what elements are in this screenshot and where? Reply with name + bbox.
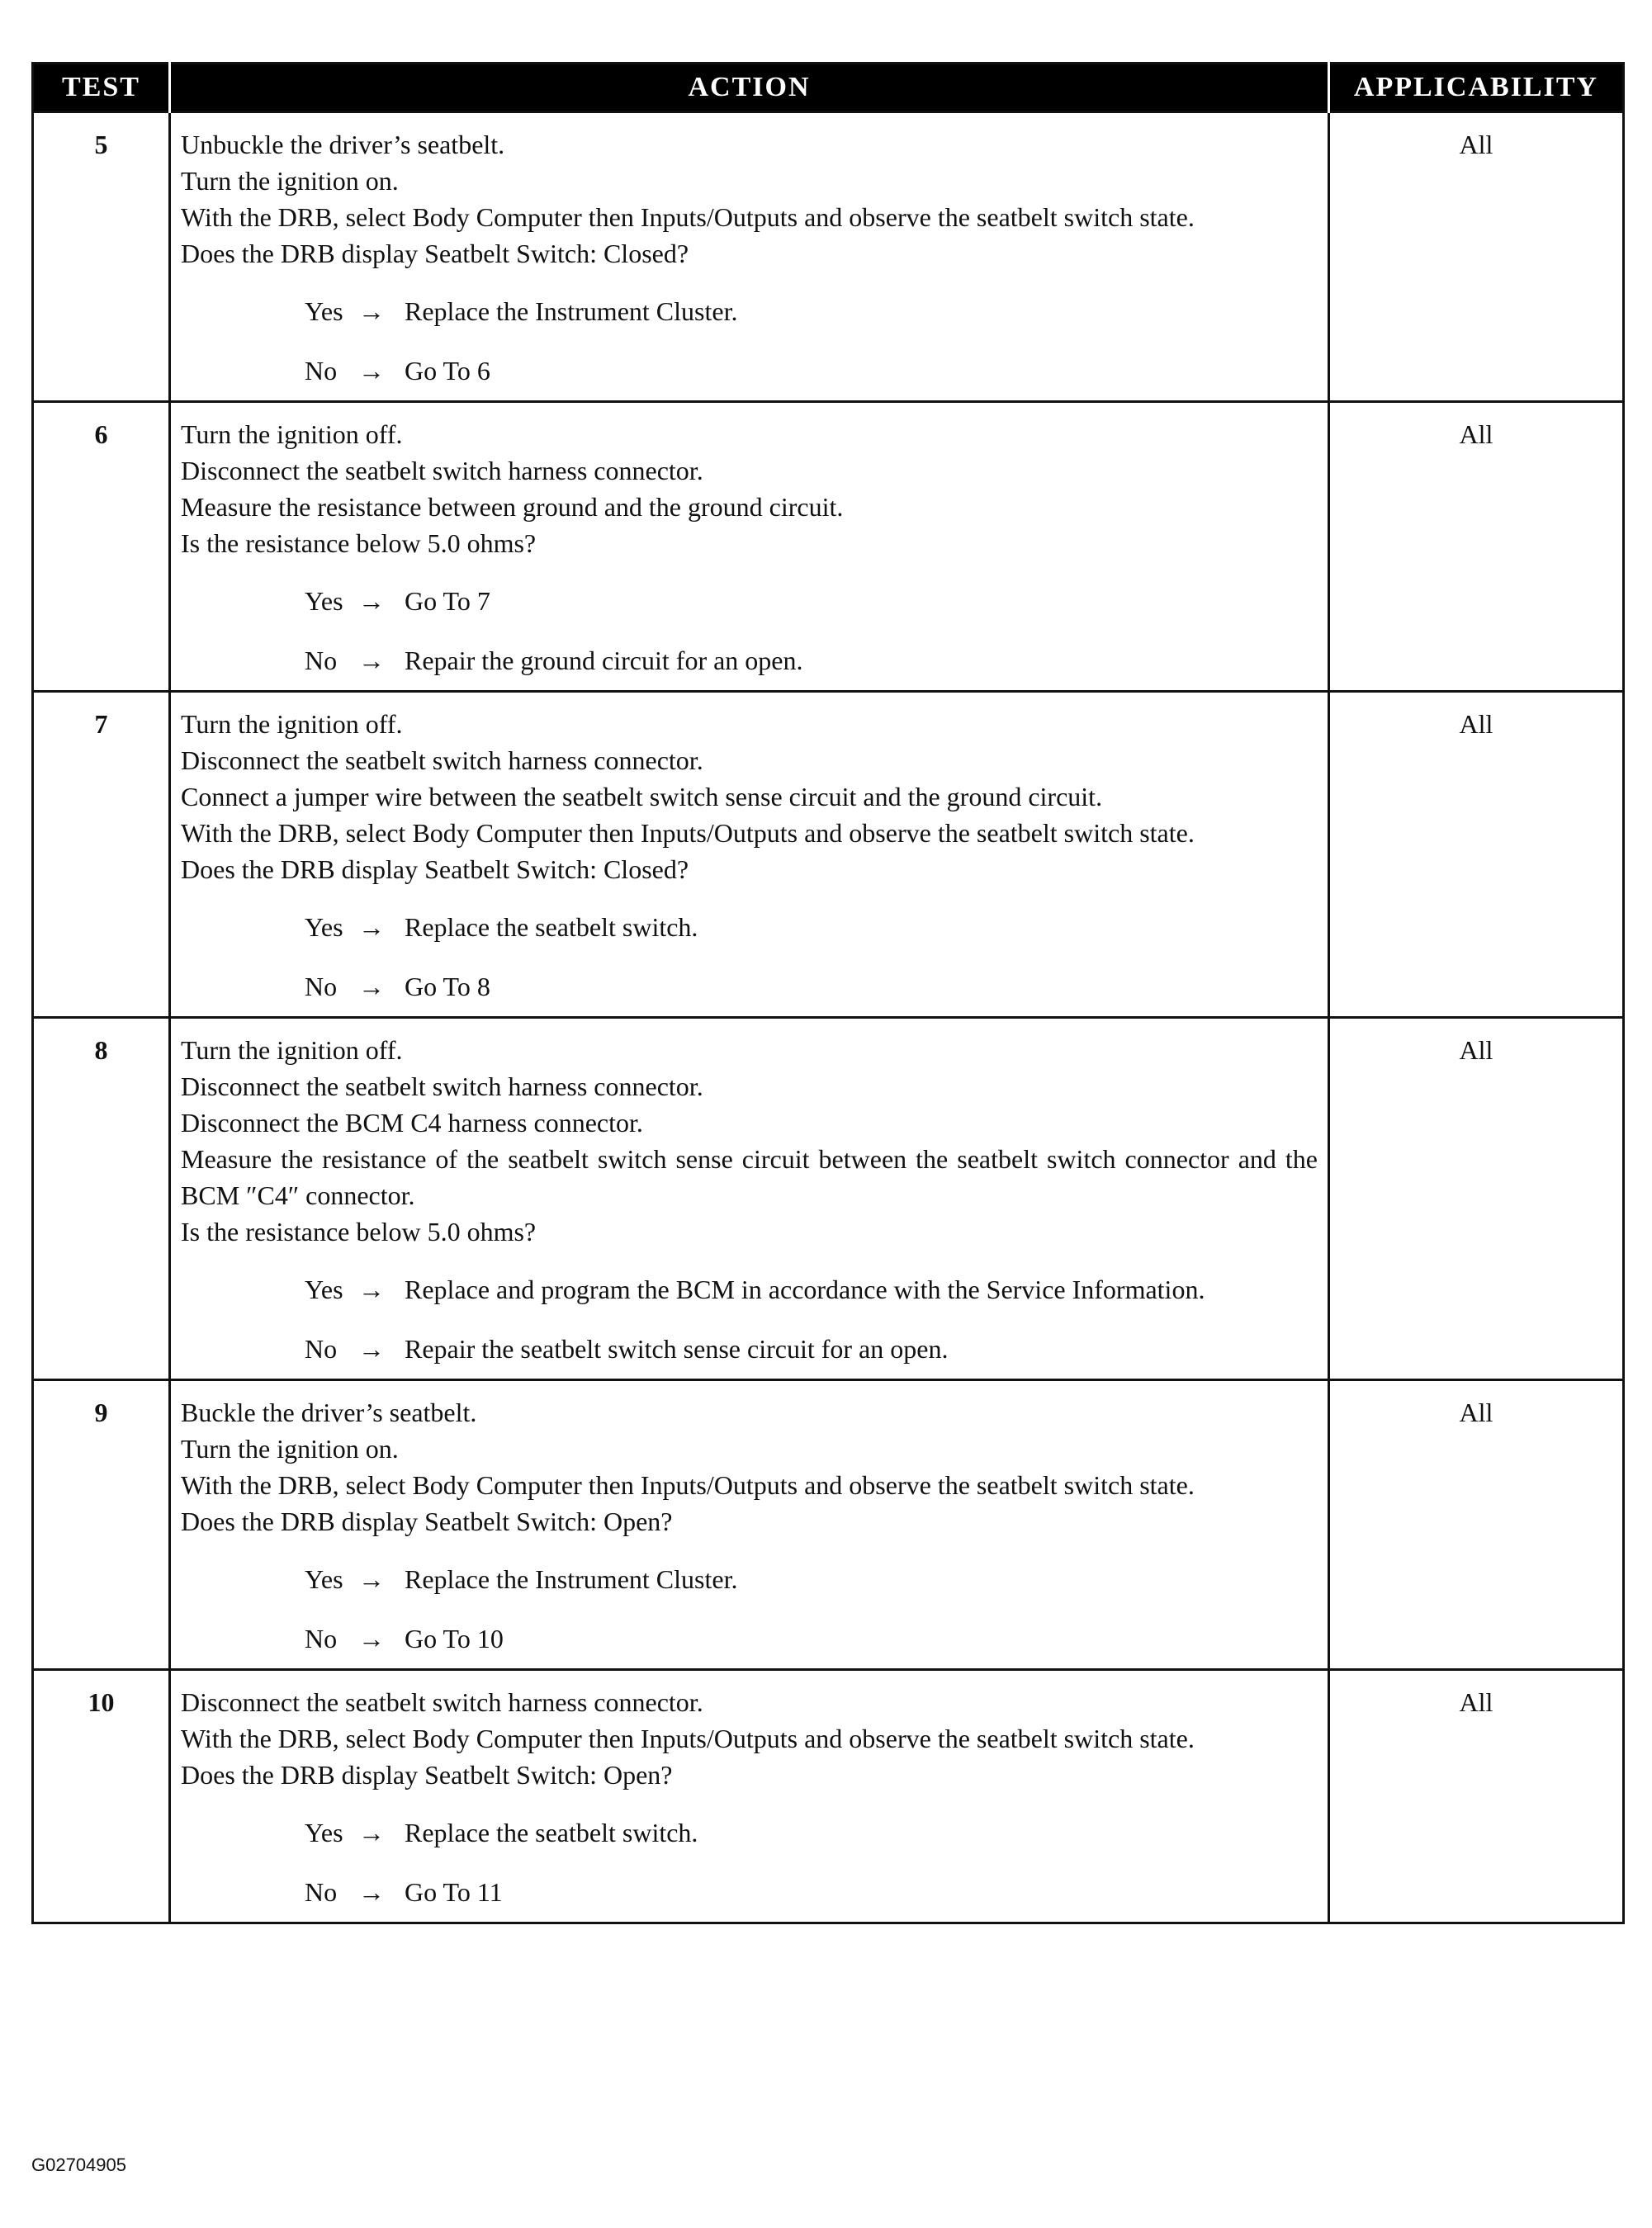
action-step: Measure the resistance of the seatbelt switch sense circuit between the seatbelt switch connector and the BCM ″C4″ connector. [181,1144,1318,1210]
yes-result: Replace the Instrument Cluster. [405,1564,738,1594]
table-header [33,64,1624,112]
outcomes [181,1561,1318,1657]
action-step: Turn the ignition off. [181,419,403,449]
yes-label: Yes [305,586,343,616]
table-row [33,1670,1624,1923]
yes-label: Yes [305,912,343,942]
test-number: 10 [33,1670,170,1923]
action-step: Turn the ignition on. [181,1434,399,1464]
right-arrow-icon: → [358,1275,385,1304]
no-result: Go To 11 [405,1877,503,1907]
outcomes [181,909,1318,1005]
outcome-yes [305,1561,1318,1597]
outcomes [181,293,1318,389]
action-step: Turn the ignition off. [181,1035,403,1065]
action-step: Disconnect the seatbelt switch harness connector. [181,456,703,485]
action-step: Measure the resistance between ground and the ground circuit. [181,492,844,522]
no-label: No [305,1334,338,1364]
table-row [33,402,1624,692]
action-step: Disconnect the BCM C4 harness connector. [181,1108,643,1138]
applicability-cell: All [1329,1380,1624,1670]
right-arrow-icon: → [358,1624,385,1653]
action-cell [170,692,1329,1018]
action-cell [170,402,1329,692]
action-step: Disconnect the seatbelt switch harness connector. [181,745,703,775]
table-row [33,112,1624,402]
no-result: Go To 6 [405,356,490,386]
action-cell [170,1380,1329,1670]
outcome-yes [305,1271,1318,1308]
no-label: No [305,1877,338,1907]
test-number: 5 [33,112,170,402]
action-step: Buckle the driver’s seatbelt. [181,1398,477,1427]
action-step: Connect a jumper wire between the seatbelt switch sense circuit and the ground circuit. [181,782,1103,811]
applicability-cell: All [1329,112,1624,402]
test-number: 6 [33,402,170,692]
action-step: Unbuckle the driver’s seatbelt. [181,130,505,159]
test-number: 8 [33,1018,170,1380]
action-cell [170,1670,1329,1923]
yes-label: Yes [305,1818,343,1847]
yes-label: Yes [305,1275,343,1304]
action-step: Turn the ignition off. [181,709,403,739]
figure-id: G02704905 [31,2155,126,2175]
yes-result: Go To 7 [405,586,490,616]
table-row [33,1380,1624,1670]
right-arrow-icon: → [358,1334,385,1364]
right-arrow-icon: → [358,646,385,675]
no-label: No [305,972,338,1001]
action-step: With the DRB, select Body Computer then Inputs/Outputs and observe the seatbelt switch state. [181,202,1195,232]
applicability-cell: All [1329,1018,1624,1380]
outcome-no [305,1331,1318,1367]
yes-label: Yes [305,296,343,326]
outcome-no [305,642,1318,679]
action-step: With the DRB, select Body Computer then Inputs/Outputs and observe the seatbelt switch state. [181,818,1195,848]
action-step: Does the DRB display Seatbelt Switch: Closed? [181,854,689,884]
outcomes [181,1814,1318,1910]
right-arrow-icon: → [358,1818,385,1847]
header-test: TEST [33,64,170,112]
action-step: Is the resistance below 5.0 ohms? [181,528,537,558]
yes-result: Replace the Instrument Cluster. [405,296,738,326]
yes-result: Replace the seatbelt switch. [405,1818,698,1847]
outcome-no [305,1620,1318,1657]
right-arrow-icon: → [358,1564,385,1594]
right-arrow-icon: → [358,1877,385,1907]
action-step: Turn the ignition on. [181,166,399,196]
no-result: Go To 10 [405,1624,504,1653]
yes-result: Replace and program the BCM in accordance with the Service Information. [405,1275,1205,1304]
action-step: With the DRB, select Body Computer then Inputs/Outputs and observe the seatbelt switch state. [181,1470,1195,1500]
no-result: Repair the ground circuit for an open. [405,646,803,675]
test-number: 9 [33,1380,170,1670]
yes-result: Replace the seatbelt switch. [405,912,698,942]
outcome-no [305,352,1318,389]
right-arrow-icon: → [358,972,385,1001]
action-step: Does the DRB display Seatbelt Switch: Open? [181,1760,673,1790]
outcome-yes [305,1814,1318,1851]
action-step: Does the DRB display Seatbelt Switch: Closed? [181,239,689,268]
outcome-yes [305,909,1318,945]
applicability-cell: All [1329,1670,1624,1923]
table-row [33,692,1624,1018]
outcome-no [305,1874,1318,1910]
no-result: Go To 8 [405,972,490,1001]
action-cell [170,112,1329,402]
no-result: Repair the seatbelt switch sense circuit for an open. [405,1334,949,1364]
right-arrow-icon: → [358,912,385,942]
table-row [33,1018,1624,1380]
applicability-cell: All [1329,402,1624,692]
no-label: No [305,356,338,386]
outcomes [181,583,1318,679]
outcome-yes [305,293,1318,329]
outcome-no [305,968,1318,1005]
right-arrow-icon: → [358,356,385,386]
test-number: 7 [33,692,170,1018]
outcomes [181,1271,1318,1367]
applicability-cell: All [1329,692,1624,1018]
action-cell [170,1018,1329,1380]
action-step: Is the resistance below 5.0 ohms? [181,1217,537,1246]
right-arrow-icon: → [358,296,385,326]
table-body [33,112,1624,1923]
action-step: Disconnect the seatbelt switch harness connector. [181,1687,703,1717]
header-action: ACTION [170,64,1329,112]
header-applicability: APPLICABILITY [1329,64,1624,112]
action-step: Does the DRB display Seatbelt Switch: Open? [181,1507,673,1536]
right-arrow-icon: → [358,586,385,616]
yes-label: Yes [305,1564,343,1594]
diagnostic-test-table [31,62,1625,1924]
outcome-yes [305,583,1318,619]
action-step: Disconnect the seatbelt switch harness connector. [181,1071,703,1101]
no-label: No [305,1624,338,1653]
action-step: With the DRB, select Body Computer then Inputs/Outputs and observe the seatbelt switch state. [181,1724,1195,1753]
no-label: No [305,646,338,675]
